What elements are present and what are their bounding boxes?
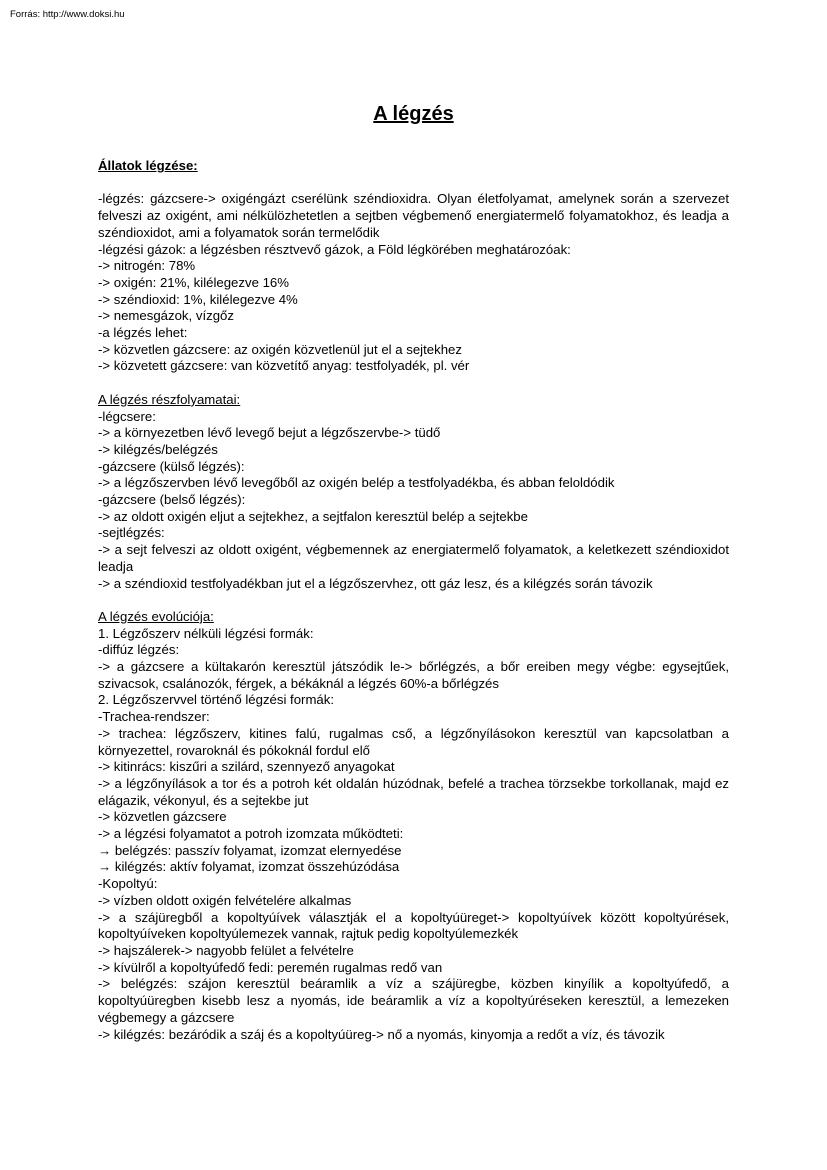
text-line: -> kilégzés: bezáródik a száj és a kopoltyúüreg-> nő a nyomás, kinyomja a redőt a víz, és távozik <box>98 1026 665 1042</box>
text-line: -> a szájüregből a kopoltyúívek választják el a kopoltyúüreget-> kopoltyúívek között kopoltyúrések, kopoltyúíveken kopoltyúlemezek vannak, rajtuk pedig kopoltyúlemezkék <box>98 909 729 942</box>
text-line: -légzés: gázcsere-> oxigéngázt cserélünk széndioxidra. Olyan életfolyamat, amelynek során a szervezet felveszi az oxigént, ami nélkülözhetetlen a sejtben végbemenő energiatermelő folyamatokhoz, és leadja a széndioxidot, ami a folyamatok során termelődik <box>98 191 729 240</box>
text-line: 2. Légzőszervvel történő légzési formák: <box>98 692 335 708</box>
text-line: -> nitrogén: 78% <box>98 258 196 274</box>
text-line: -légcsere: <box>98 408 156 424</box>
page-title: A légzés <box>373 103 454 125</box>
text-line: -> nemesgázok, vízgőz <box>98 308 234 324</box>
text-line: -> belégzés: szájon keresztül beáramlik a víz a szájüregbe, közben kinyílik a kopoltyúfedő, a kopoltyúüregben kisebb lesz a nyomás, ide beáramlik a víz a kopoltyúréseken keresztül, a lemezeken végbemegy a gázcsere <box>98 976 729 1025</box>
text-line: 1. Légzőszerv nélküli légzési formák: <box>98 625 314 641</box>
text-line: -> az oldott oxigén eljut a sejtekhez, a sejtfalon keresztül belép a sejtekbe <box>98 508 528 524</box>
document-body <box>98 158 729 1043</box>
text-line: -diffúz légzés: <box>98 642 180 658</box>
text-line: -sejtlégzés: <box>98 525 165 541</box>
text-line: -Trachea-rendszer: <box>98 709 210 725</box>
text-line: -> a légzőnyílások a tor és a potroh két oldalán húzódnak, befelé a trachea törzsekbe torkollanak, majd ez elágazik, vékonyul, és a sejtekbe jut <box>98 775 729 808</box>
text-line: -> vízben oldott oxigén felvételére alkalmas <box>98 892 352 908</box>
text-line: -gázcsere (külső légzés): <box>98 458 245 474</box>
text-line: -> a légzési folyamatot a potroh izomzata működteti: <box>98 826 404 842</box>
text-line: → kilégzés: aktív folyamat, izomzat összehúzódása <box>98 859 400 875</box>
text-line: → belégzés: passzív folyamat, izomzat elernyedése <box>98 842 402 858</box>
text-line: -> a széndioxid testfolyadékban jut el a légzőszervhez, ott gáz lesz, és a kilégzés során távozik <box>98 575 653 591</box>
blank-line <box>98 175 729 192</box>
text-line: -gázcsere (belső légzés): <box>98 492 246 508</box>
text-line: -> közvetlen gázcsere <box>98 809 227 825</box>
text-line: -> oxigén: 21%, kilélegezve 16% <box>98 274 289 290</box>
section-heading: A légzés részfolyamatai: <box>98 391 241 407</box>
text-line: -a légzés lehet: <box>98 325 188 341</box>
text-line: -> közvetlen gázcsere: az oxigén közvetlenül jut el a sejtekhez <box>98 341 462 357</box>
text-line: -> kívülről a kopoltyúfedő fedi: peremén rugalmas redő van <box>98 959 443 975</box>
text-line: -> széndioxid: 1%, kilélegezve 4% <box>98 291 298 307</box>
text-line: -> a környezetben lévő levegő bejut a légzőszervbe-> tüdő <box>98 425 441 441</box>
text-line: -> a légzőszervben lévő levegőből az oxigén belép a testfolyadékba, és abban feloldódik <box>98 475 615 491</box>
text-line: -Kopoltyú: <box>98 876 158 892</box>
text-line: -> trachea: légzőszerv, kitines falú, rugalmas cső, a légzőnyílásokon keresztül van kapcsolatban a környezettel, rovaroknál és pókoknál fordul elő <box>98 725 729 758</box>
text-line: -> kilégzés/belégzés <box>98 441 218 457</box>
section-heading: A légzés evolúciója: <box>98 608 214 624</box>
text-line: -> a gázcsere a kültakarón keresztül játszódik le-> bőrlégzés, a bőr ereiben megy végbe: egysejtűek, szivacsok, csalánozók, férgek, a békáknál a légzés 60%-a bőrlégzés <box>98 659 729 691</box>
section-heading: Állatok légzése: <box>98 158 198 173</box>
source-line: Forrás: http://www.doksi.hu <box>10 9 125 20</box>
blank-line <box>98 592 729 609</box>
text-line: -> a sejt felveszi az oldott oxigént, végbemennek az energiatermelő folyamatok, a keletkezett széndioxidot leadja <box>98 542 729 574</box>
text-line: -> hajszálerek-> nagyobb felület a felvételre <box>98 943 354 958</box>
text-line: -légzési gázok: a légzésben résztvevő gázok, a Föld légkörében meghatározóak: <box>98 241 571 257</box>
blank-line <box>98 375 729 392</box>
text-line: -> kitinrács: kiszűri a szilárd, szennyező anyagokat <box>98 759 395 775</box>
text-line: -> közvetett gázcsere: van közvetítő anyag: testfolyadék, pl. vér <box>98 358 470 374</box>
